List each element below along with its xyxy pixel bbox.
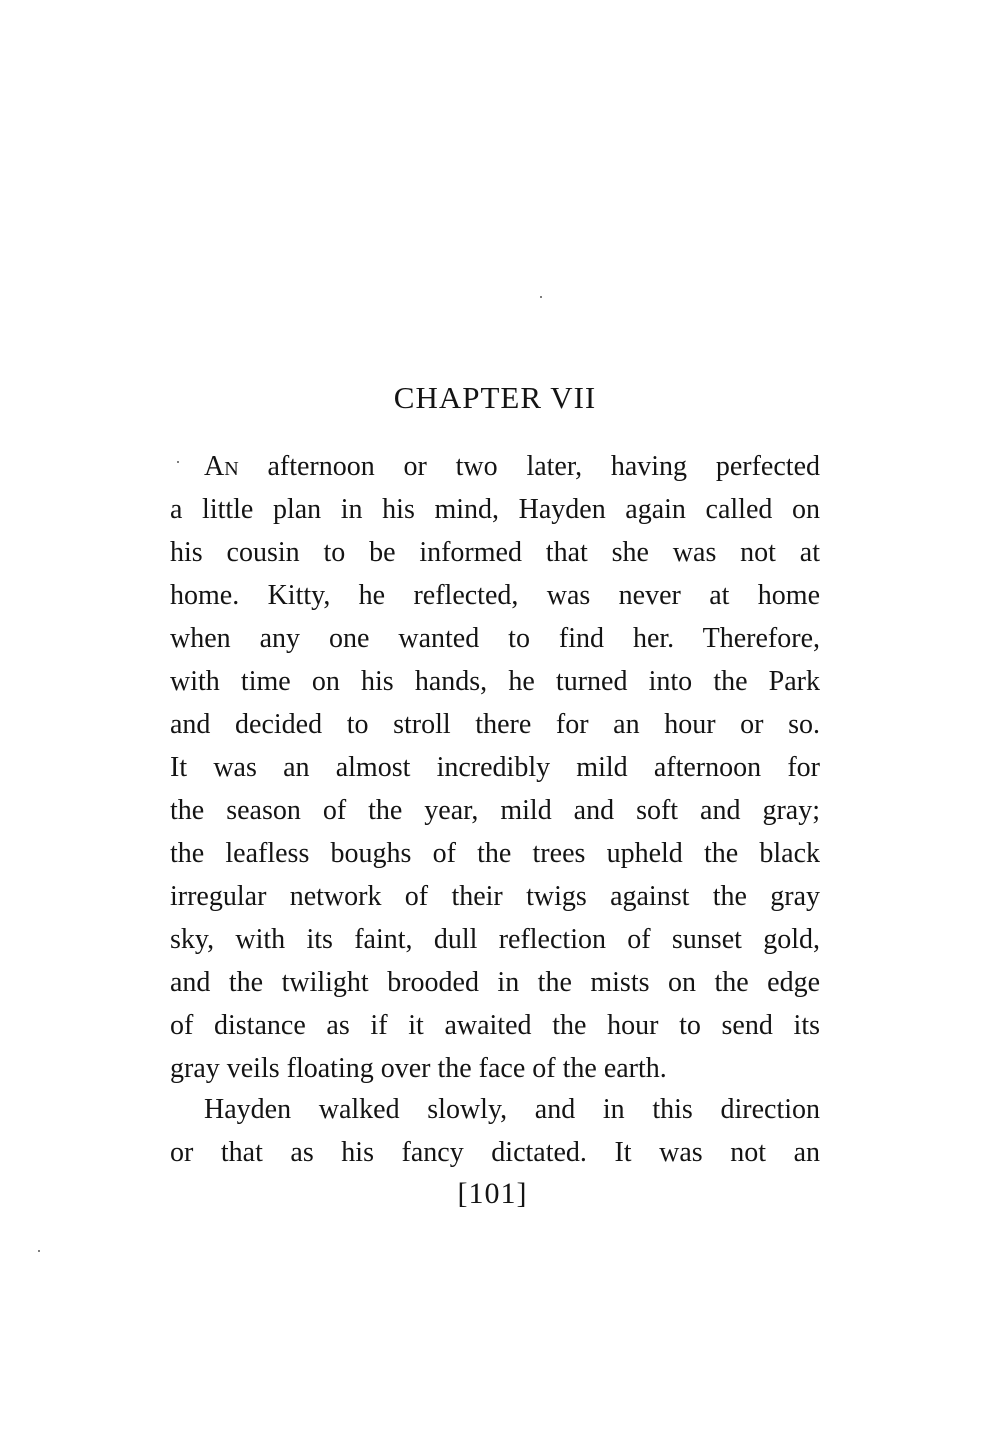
paragraph-1 (170, 445, 820, 1090)
paragraph-line: his cousin to be informed that she was not at (170, 537, 820, 568)
paragraph-line: a little plan in his mind, Hayden again called on (170, 494, 820, 525)
chapter-heading: CHAPTER VII (393, 380, 597, 415)
paragraph-line: the leafless boughs of the trees upheld the black (170, 838, 820, 869)
paragraph-line: Hayden walked slowly, and in this direction (204, 1094, 820, 1125)
paragraph-line (170, 445, 820, 488)
paragraph-line: home. Kitty, he reflected, was never at home (170, 580, 820, 611)
ink-speck (177, 461, 179, 463)
paragraph-2 (170, 1088, 820, 1174)
paragraph-line-text: afternoon or two later, having perfected (238, 451, 820, 482)
paragraph-line: with time on his hands, he turned into the Park (170, 666, 820, 697)
paragraph-line: or that as his fancy dictated. It was not an (170, 1137, 820, 1168)
page-number: [101] (457, 1177, 528, 1210)
paragraph-line: and the twilight brooded in the mists on the edge (170, 967, 820, 998)
paragraph-line: when any one wanted to find her. Therefore, (170, 623, 820, 654)
paragraph-line: and decided to stroll there for an hour or so. (170, 709, 820, 740)
paragraph-line: the season of the year, mild and soft and gray; (170, 795, 820, 826)
ink-speck (38, 1250, 40, 1252)
paragraph-line: It was an almost incredibly mild afternoon for (170, 752, 820, 783)
paragraph-line: of distance as if it awaited the hour to send its (170, 1010, 820, 1041)
opening-small-caps: An (204, 451, 239, 482)
paragraph-line: sky, with its faint, dull reflection of sunset gold, (170, 924, 820, 955)
paragraph-line: gray veils floating over the face of the earth. (170, 1053, 667, 1084)
paragraph-line: irregular network of their twigs against the gray (170, 881, 820, 912)
ink-speck (540, 296, 542, 298)
